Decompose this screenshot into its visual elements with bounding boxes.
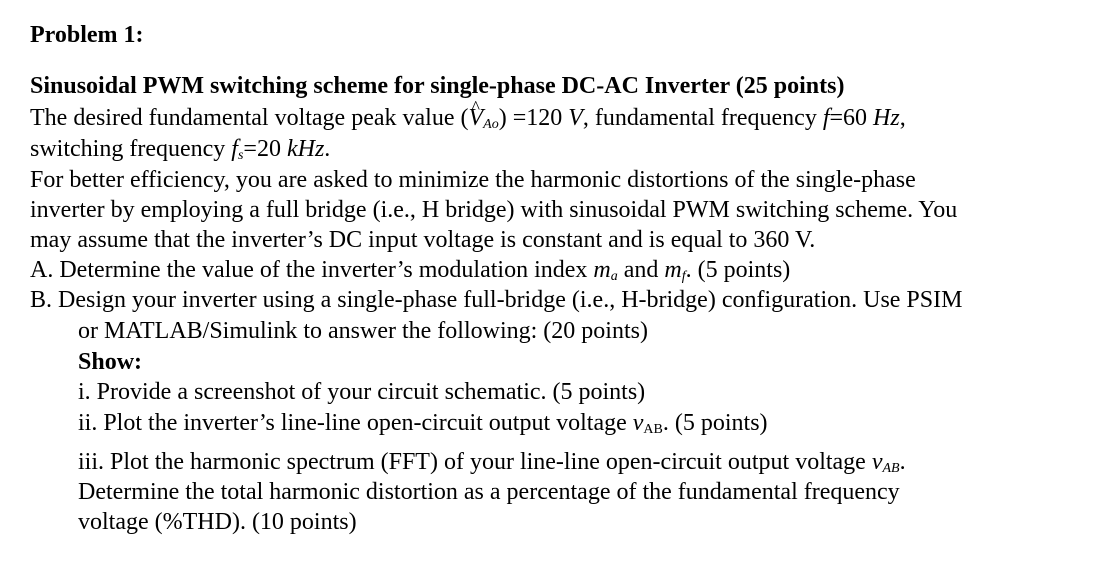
- intro-line-1: For better efficiency, you are asked to minimize the harmonic distortions of the single-phase: [30, 167, 916, 193]
- fs-subscript: s: [237, 148, 244, 163]
- part-b-line-1: B. Design your inverter using a single-phase full-bridge (i.e., H-bridge) configuration. Use PSIM: [30, 287, 963, 313]
- intro-line-3: may assume that the inverter’s DC input voltage is constant and is equal to 360 V.: [30, 227, 816, 253]
- spec-text: , fundamental frequency: [582, 105, 823, 131]
- vab-symbol: v: [871, 449, 883, 475]
- spec-line-1: [30, 103, 906, 133]
- part-a-text: . (5 points): [685, 257, 791, 283]
- v-subscript: Ao: [483, 117, 499, 132]
- unit-khz: kHz: [286, 136, 325, 162]
- unit-volts: V: [568, 105, 583, 131]
- item-ii-text: . (5 points): [662, 410, 768, 436]
- item-iii-line-3: voltage (%THD). (10 points): [78, 509, 357, 535]
- spec-text: ) =120: [498, 105, 569, 131]
- vab-symbol: v: [632, 410, 644, 436]
- intro-line-2: inverter by employing a full bridge (i.e., H bridge) with sinusoidal PWM switching scheme. You: [30, 197, 958, 223]
- item-iii-text: .: [899, 449, 906, 475]
- mf-subscript: f: [681, 269, 686, 284]
- frequency-symbol: f: [822, 105, 830, 131]
- spec-line-2: [30, 134, 330, 164]
- vab-subscript: AB: [643, 422, 663, 437]
- item-iii-line-2: Determine the total harmonic distortion as a percentage of the fundamental frequency: [78, 479, 900, 505]
- part-a: [30, 255, 790, 285]
- problem-heading: Problem 1:: [30, 22, 144, 48]
- part-a-text: A. Determine the value of the inverter’s modulation index: [30, 257, 594, 283]
- v-hat-symbol: ^ V: [468, 103, 483, 133]
- item-i: i. Provide a screenshot of your circuit schematic. (5 points): [78, 379, 646, 405]
- spec-text: .: [324, 136, 331, 162]
- switching-frequency-symbol: f: [231, 136, 238, 162]
- spec-text: The desired fundamental voltage peak value (: [30, 105, 469, 131]
- problem-title: Sinusoidal PWM switching scheme for single-phase DC-AC Inverter (25 points): [30, 73, 845, 99]
- show-label: Show:: [78, 349, 143, 375]
- part-b-line-2: or MATLAB/Simulink to answer the following: (20 points): [78, 318, 648, 344]
- item-iii-text: iii. Plot the harmonic spectrum (FFT) of your line-line open-circuit output voltage: [78, 449, 872, 475]
- item-ii: [78, 408, 768, 438]
- spec-text: switching frequency: [30, 136, 232, 162]
- vab-subscript: AB: [882, 461, 900, 476]
- item-ii-text: ii. Plot the inverter’s line-line open-circuit output voltage: [78, 410, 633, 436]
- part-a-text: and: [617, 257, 665, 283]
- spec-text: ,: [899, 105, 906, 131]
- unit-hz: Hz: [873, 105, 900, 131]
- ma-subscript: a: [610, 269, 618, 284]
- mf-symbol: m: [664, 257, 682, 283]
- item-iii-line-1: [78, 447, 906, 477]
- ma-symbol: m: [593, 257, 611, 283]
- spec-text: =60: [829, 105, 874, 131]
- spec-text: =20: [243, 136, 287, 162]
